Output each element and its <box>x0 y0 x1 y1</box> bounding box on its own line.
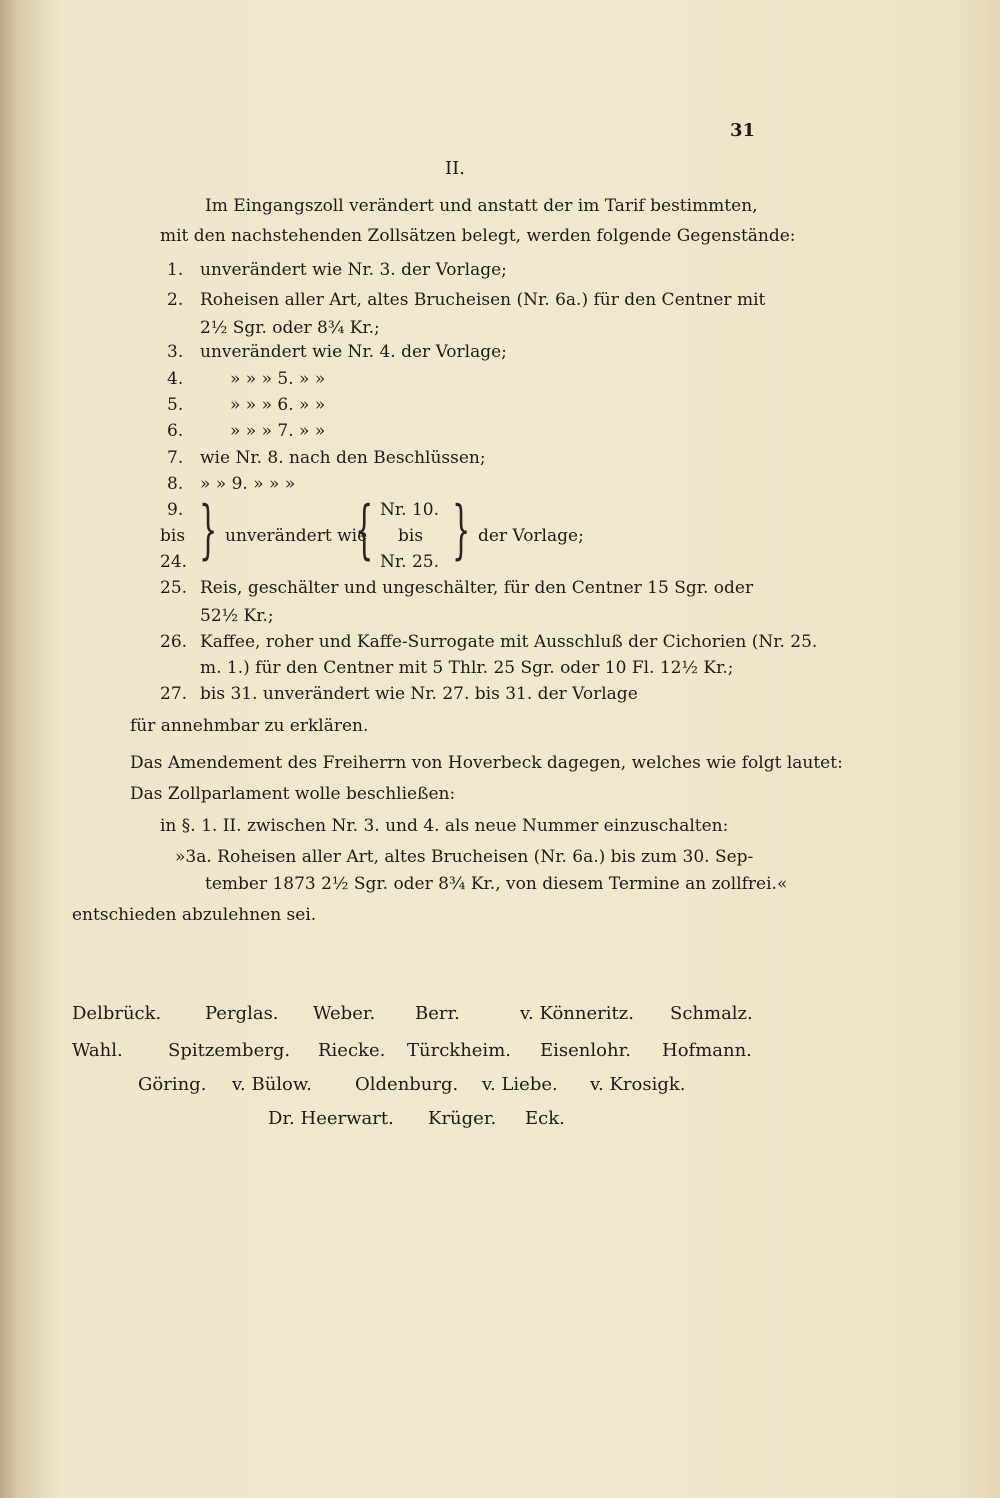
range-ref: Nr. 10. <box>380 500 439 520</box>
item-text: 2½ Sgr. oder 8¾ Kr.; <box>200 318 380 338</box>
intro-line: Im Eingangszoll verändert und anstatt der im Tarif bestimmten, <box>205 196 758 216</box>
item-text: wie Nr. 8. nach den Beschlüssen; <box>200 448 486 468</box>
closing-line: für annehmbar zu erklären. <box>130 716 369 736</box>
range-number: 9. <box>167 500 184 520</box>
item-number: 25. <box>160 578 188 598</box>
item-text: » » » 7. » » <box>230 421 326 441</box>
signature: Berr. <box>415 1003 460 1024</box>
item-text: bis 31. unverändert wie Nr. 27. bis 31. der Vorlage <box>200 684 638 704</box>
range-tail: der Vorlage; <box>478 526 584 546</box>
item-text: 52½ Kr.; <box>200 606 274 626</box>
signature: Perglas. <box>205 1003 279 1024</box>
signature: Schmalz. <box>670 1003 753 1024</box>
item-number: 26. <box>160 632 188 652</box>
item-text: » » » 6. » » <box>230 395 326 415</box>
item-number: 4. <box>167 369 184 389</box>
signature: Hofmann. <box>662 1040 752 1061</box>
amendment-line: tember 1873 2½ Sgr. oder 8¾ Kr., von diesem Termine an zollfrei.« <box>205 874 788 894</box>
brace-middle: { <box>355 493 374 567</box>
item-text: m. 1.) für den Centner mit 5 Thlr. 25 Sgr. oder 10 Fl. 12½ Kr.; <box>200 658 734 678</box>
signature: Türckheim. <box>407 1040 511 1061</box>
signature: Göring. <box>138 1074 207 1095</box>
signature: Delbrück. <box>72 1003 162 1024</box>
signature: Dr. Heerwart. <box>268 1108 394 1129</box>
item-text: Kaffee, roher und Kaffe-Surrogate mit Ausschluß der Cichorien (Nr. 25. <box>200 632 818 652</box>
item-text: » » » 5. » » <box>230 369 326 389</box>
signature: Krüger. <box>428 1108 497 1129</box>
signature: v. Könneritz. <box>520 1003 634 1024</box>
item-number: 27. <box>160 684 188 704</box>
amendment-line: »3a. Roheisen aller Art, altes Brucheisen (Nr. 6a.) bis zum 30. Sep- <box>175 847 754 867</box>
signature: v. Bülow. <box>232 1074 312 1095</box>
item-text: unverändert wie Nr. 3. der Vorlage; <box>200 260 507 280</box>
amendment-line: in §. 1. II. zwischen Nr. 3. und 4. als neue Nummer einzuschalten: <box>160 816 729 836</box>
range-number: 24. <box>160 552 188 572</box>
signature: v. Liebe. <box>482 1074 558 1095</box>
page-number: 31 <box>730 120 756 141</box>
item-number: 8. <box>167 474 184 494</box>
signature: Riecke. <box>318 1040 386 1061</box>
item-text: Roheisen aller Art, altes Brucheisen (Nr. 6a.) für den Centner mit <box>200 290 766 310</box>
signature: Eck. <box>525 1108 565 1129</box>
amendment-line: entschieden abzulehnen sei. <box>72 905 317 925</box>
signature: v. Krosigk. <box>590 1074 686 1095</box>
brace-right: } <box>452 493 471 567</box>
signature: Weber. <box>313 1003 376 1024</box>
item-text: Reis, geschälter und ungeschälter, für den Centner 15 Sgr. oder <box>200 578 754 598</box>
signature: Oldenburg. <box>355 1074 459 1095</box>
range-number: bis <box>160 526 186 546</box>
signature: Spitzemberg. <box>168 1040 291 1061</box>
amendment-line: Das Amendement des Freiherrn von Hoverbeck dagegen, welches wie folgt lautet: <box>130 753 843 773</box>
item-number: 3. <box>167 342 184 362</box>
amendment-line: Das Zollparlament wolle beschließen: <box>130 784 456 804</box>
item-number: 5. <box>167 395 184 415</box>
signature: Wahl. <box>72 1040 123 1061</box>
item-text: unverändert wie Nr. 4. der Vorlage; <box>200 342 507 362</box>
range-middle-text: unverändert wie <box>225 526 368 546</box>
brace-left: } <box>199 493 218 567</box>
item-number: 2. <box>167 290 184 310</box>
signature: Eisenlohr. <box>540 1040 631 1061</box>
item-number: 7. <box>167 448 184 468</box>
intro-line: mit den nachstehenden Zollsätzen belegt, werden folgende Gegenstände: <box>160 226 796 246</box>
range-ref: bis <box>398 526 424 546</box>
range-ref: Nr. 25. <box>380 552 439 572</box>
item-text: » » 9. » » » <box>200 474 296 494</box>
item-number: 6. <box>167 421 184 441</box>
section-heading: II. <box>445 158 465 179</box>
item-number: 1. <box>167 260 184 280</box>
